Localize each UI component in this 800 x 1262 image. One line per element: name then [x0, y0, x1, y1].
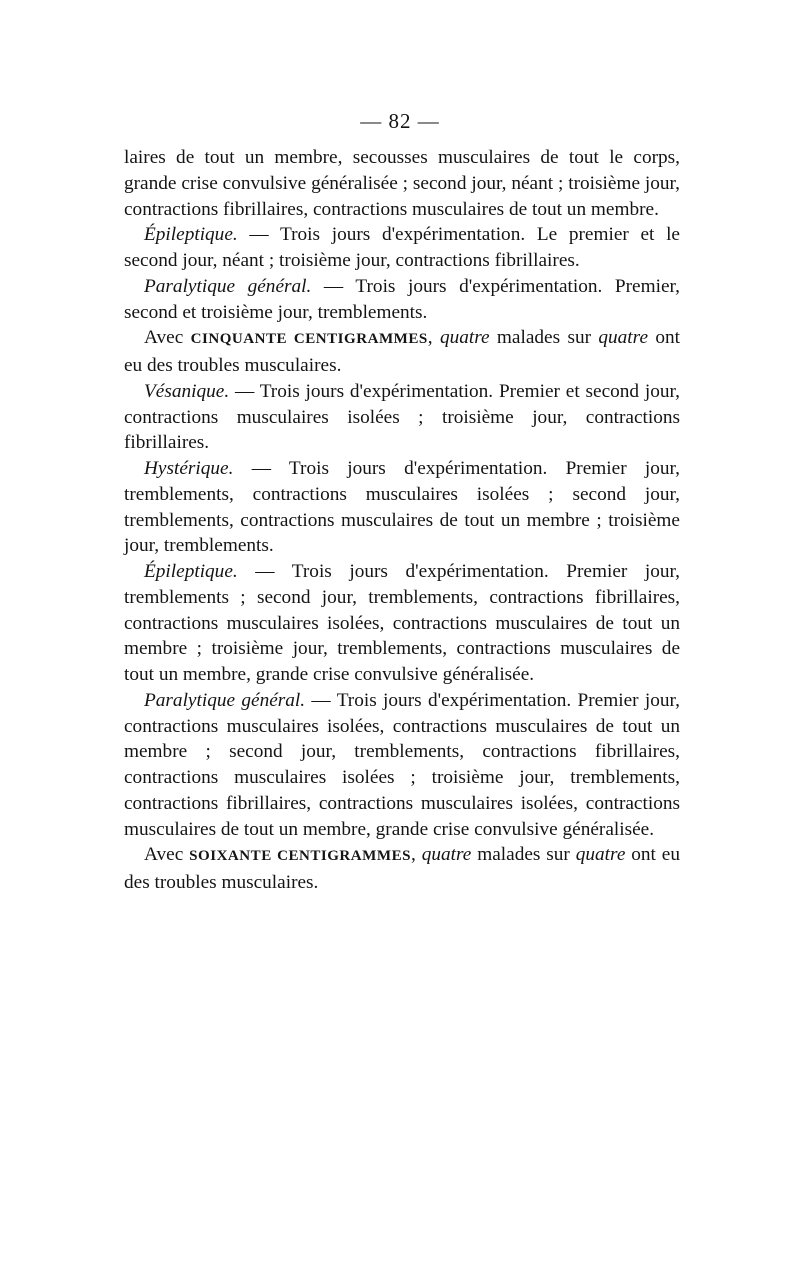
summary-total: quatre — [575, 844, 626, 866]
dose-label: CINQUANTE CENTIGRAMMES — [190, 331, 428, 348]
case-heading: Vésanique. — [144, 380, 230, 402]
paragraph-summary-soixante — [124, 842, 680, 896]
case-heading: Hystérique. — [144, 458, 234, 479]
paragraph-vesanique — [124, 379, 680, 456]
paragraph-text: — Trois jours d'expérimentation. Premier jour, contractions musculaires isolées, contractions musculaires de tout un membre ; second jour, tremblements, contractions fibrillaires, contractions musculaires isolées ; troisième jour, tremblements, contractions fibrillaires, contractions musculaires isolées, contractions musculaires de tout un membre, grande crise convulsive généralisée. — [124, 689, 680, 840]
case-heading: Paralytique général. — [144, 275, 312, 297]
summary-total: quatre — [598, 327, 648, 349]
dose-label: SOIXANTE CENTIGRAMMES — [189, 848, 411, 865]
summary-prefix: Avec — [144, 844, 190, 866]
paragraph-text: — Trois jours d'expérimentation. Premier jour, tremblements ; second jour, tremblements, contractions fibrillaires, contractions musculaires isolées, contractions musculaires de tout un membre ; troisième jour, tremblements, contractions musculaires de tout un membre, grande crise convulsive généralisée. — [124, 561, 680, 685]
page-number: — 82 — — [360, 109, 440, 133]
case-heading: Épileptique. — [144, 561, 238, 582]
paragraph-text: — Trois jours d'expérimentation. Premier jour, tremblements, contractions musculaires isolées ; second jour, tremblements, contractions musculaires de tout un membre ; troisième jour, tremblements. — [124, 458, 680, 557]
paragraph-epileptique-2 — [124, 559, 680, 688]
case-heading: Épileptique. — [144, 224, 238, 246]
summary-count: quatre — [421, 844, 472, 866]
summary-text: malades sur — [489, 327, 599, 349]
summary-prefix: Avec — [144, 327, 191, 349]
paragraph-paralytique-2 — [124, 688, 680, 843]
summary-text: ont eu des troubles musculaires. — [124, 844, 680, 893]
paragraph-summary-cinquante — [124, 325, 680, 379]
paragraph-text: — Trois jours d'expérimentation. Le premier et le second jour, néant ; troisième jour, contractions fibrillaires. — [124, 224, 680, 271]
paragraph-hysterique — [124, 456, 680, 559]
summary-text: ont eu des troubles musculaires. — [124, 327, 680, 376]
paragraph-text: — Trois jours d'expérimentation. Premier et second jour, contractions musculaires isolées ; troisième jour, contractions fibrillaires. — [124, 380, 680, 454]
paragraph-continuation — [124, 145, 680, 222]
paragraph-text: laires de tout un membre, secousses musculaires de tout le corps, grande crise convulsive généralisée ; second jour, néant ; troisième jour, contractions fibrillaires, contractions musculaires de tout un membre. — [124, 147, 680, 220]
paragraph-epileptique-1 — [124, 222, 680, 274]
case-heading: Paralytique général. — [144, 689, 306, 711]
summary-text: , — [410, 844, 422, 866]
summary-text: , — [427, 327, 440, 349]
body-text — [124, 145, 680, 896]
paragraph-text: — Trois jours d'expérimentation. Premier, second et troisième jour, tremblements. — [124, 275, 680, 323]
paragraph-paralytique-1 — [124, 274, 680, 326]
summary-text: malades sur — [471, 844, 576, 866]
summary-count: quatre — [439, 327, 490, 349]
